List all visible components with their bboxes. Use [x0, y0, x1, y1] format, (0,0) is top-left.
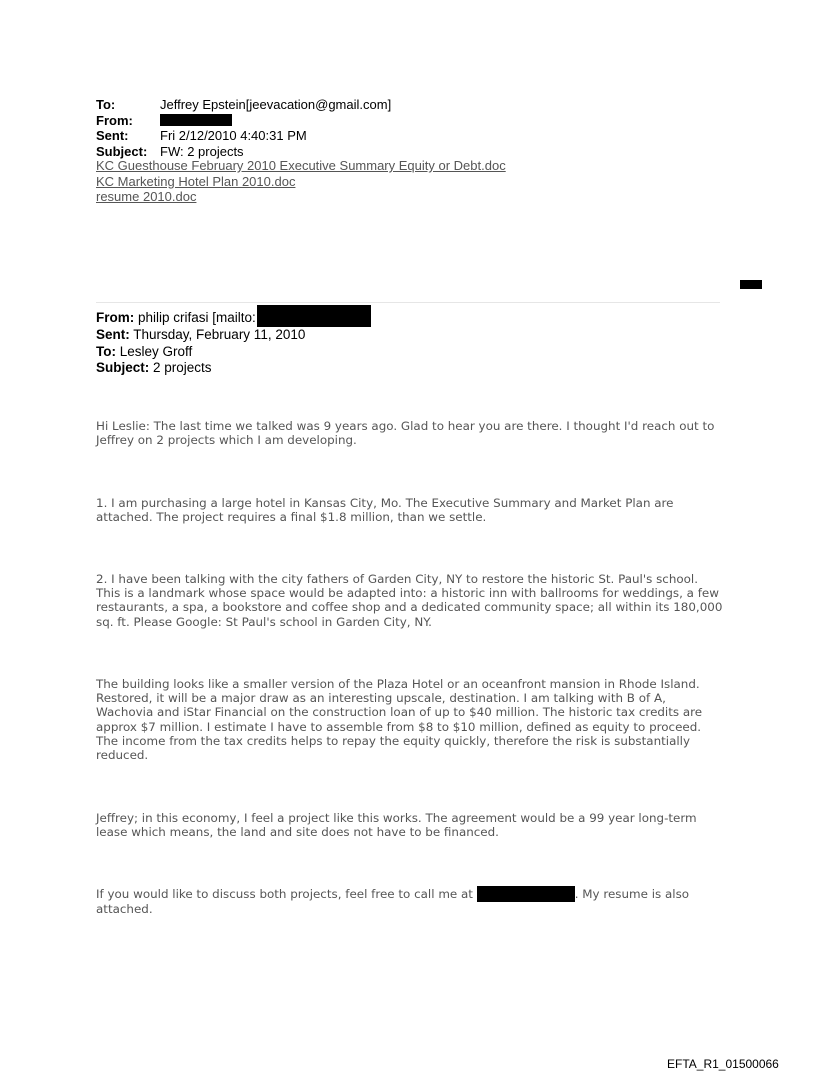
- body-paragraph-6: [96, 886, 726, 916]
- from-label: From:: [96, 112, 133, 128]
- fwd-to-label: To:: [96, 343, 116, 359]
- to-label: To:: [96, 97, 116, 112]
- paragraph-text-after: . My resume is also attached.: [96, 887, 690, 916]
- paragraph-text: The building looks like a smaller version of the Plaza Hotel or an oceanfront mansion in Rhode Island. Restored, it will be a major draw as an interesting upscale, destination. I am talking with B of A, Wachovia and iStar Financial on the construction loan of up to $40 million. The historic tax credits are approx $7 million. I estimate I have to assemble from $8 to $10 million, defined as equity to proceed. The income from the tax credits helps to repay the equity quickly, therefore the risk is substantially reduced.: [96, 677, 703, 763]
- redaction-box: [740, 280, 762, 289]
- body-paragraph-2: [96, 496, 726, 524]
- attachment-link-resume[interactable]: resume 2010.doc: [96, 189, 197, 204]
- body-paragraph-4: [96, 677, 726, 762]
- paragraph-text: Hi Leslie: The last time we talked was 9 years ago. Glad to hear you are there. I thought I'd reach out to Jeffrey on 2 projects which I am developing.: [96, 419, 715, 448]
- fwd-subject-label: Subject:: [96, 360, 150, 375]
- fwd-subject-value: 2 projects: [153, 360, 212, 375]
- subject-value: FW: 2 projects: [160, 143, 244, 159]
- fwd-sent-value: Thursday, February 11, 2010: [133, 327, 306, 342]
- fwd-sent-row: [96, 327, 371, 344]
- fwd-from-value: philip crifasi [mailto:: [138, 310, 256, 325]
- attachment-list: [96, 158, 506, 205]
- from-row: [96, 113, 391, 129]
- fwd-from-label: From:: [96, 310, 135, 325]
- redaction-box: [160, 114, 232, 126]
- forwarded-header: [96, 305, 371, 377]
- fwd-sent-label: Sent:: [96, 327, 130, 342]
- subject-label: Subject:: [96, 143, 148, 159]
- subject-row: [96, 144, 391, 160]
- redaction-box: [257, 305, 371, 327]
- redaction-box: [477, 886, 575, 902]
- sent-row: [96, 128, 391, 144]
- attachment-link-executive-summary[interactable]: KC Guesthouse February 2010 Executive Summary Equity or Debt.doc: [96, 158, 506, 173]
- sent-value: Fri 2/12/2010 4:40:31 PM: [160, 128, 307, 143]
- paragraph-text-before: If you would like to discuss both projects, feel free to call me at: [96, 887, 477, 901]
- fwd-to-row: [96, 344, 371, 361]
- attachment-link-marketing-plan[interactable]: KC Marketing Hotel Plan 2010.doc: [96, 173, 296, 189]
- body-paragraph-3: [96, 572, 726, 629]
- email-header: [96, 97, 391, 159]
- body-paragraph-1: [96, 419, 726, 447]
- to-row: [96, 97, 391, 113]
- to-value: Jeffrey Epstein[jeevacation@gmail.com]: [160, 97, 392, 112]
- fwd-to-value: Lesley Groff: [119, 343, 193, 359]
- fwd-subject-row: [96, 360, 371, 377]
- sent-label: Sent:: [96, 128, 129, 143]
- paragraph-text: 1. I am purchasing a large hotel in Kansas City, Mo. The Executive Summary and Market Plan are attached. The project requires a final $1.8 million, than we settle.: [96, 496, 674, 525]
- paragraph-text: 2. I have been talking with the city fathers of Garden City, NY to restore the historic St. Paul's school. This is a landmark whose space would be adapted into: a historic inn with ballrooms for weddings, a few restaurants, a spa, a bookstore and coffee shop and a dedicated community space; all within its 180,000 sq. ft. Please Google: St Paul's school in Garden City, NY.: [96, 572, 723, 629]
- paragraph-text: Jeffrey; in this economy, I feel a project like this works. The agreement would be a 99 year long-term lease which means, the land and site does not have to be financed.: [96, 811, 697, 840]
- document-id: EFTA_R1_01500066: [667, 1057, 779, 1071]
- divider: [96, 302, 720, 303]
- paragraph-text: [96, 886, 726, 916]
- body-paragraph-5: [96, 811, 726, 839]
- fwd-from-row: [96, 305, 371, 327]
